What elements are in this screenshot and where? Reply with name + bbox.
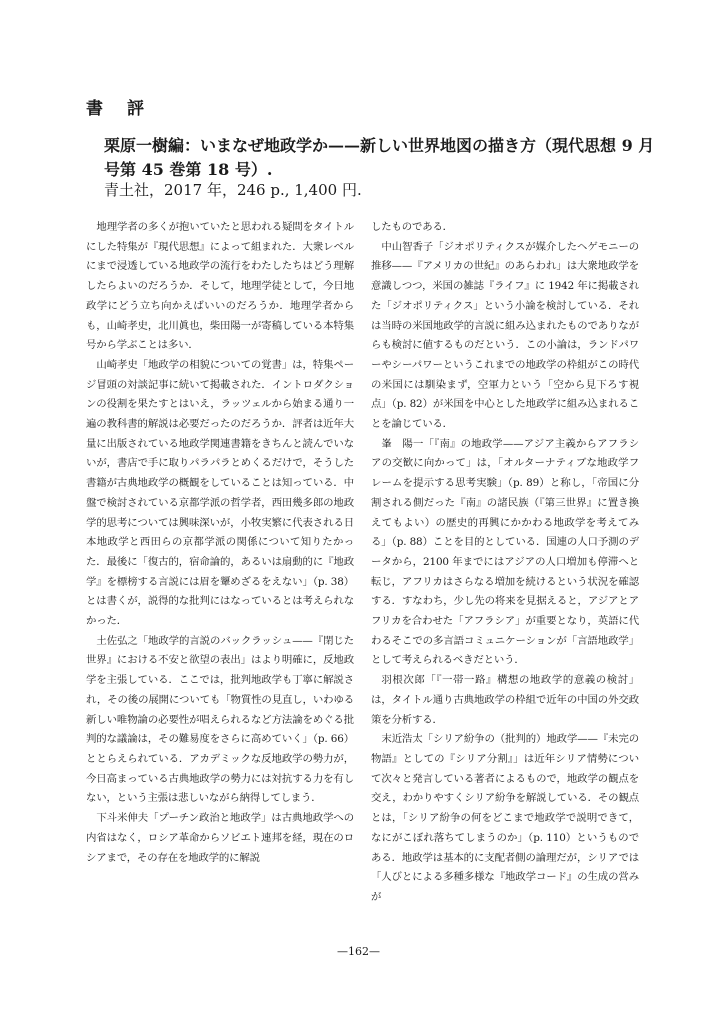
page-number: —162—	[337, 945, 380, 958]
paragraph: 土佐弘之「地政学的言説のバックラッシュ——『閉じた世界』における不安と欲望の表出」はより明確に，反地政学を主張している．ここでは，批判地政学も丁寧に解説され，その後の展開についても「物質性の見直し，いわゆる新しい唯物論の必要性が唱えられるなど方法論をめぐる批判的な議論は，その難易度をさらに高めていく」（p. 66）ととらえられている．アカデミックな反地政学の勢力が，今日高まっている古典地政学の勢力には対抗する力を有しない，という主張は悲しいながら納得してしまう．	[86, 634, 354, 805]
paragraph: 羽根次郎「『一帯一路』構想の地政学的意義の検討」は，タイトル通り古典地政学の枠組で近年の中国の外交政策を分析する．	[371, 674, 639, 726]
paragraph: 中山智香子「ジオポリティクスが媒介したヘゲモニーの推移——『アメリカの世紀』のあらわれ」は大衆地政学を意識しつつ，米国の雑誌『ライフ』に 1942 年に掲載された「ジオポリティクス」という小論を検討している．それは当時の米国地政学的言説に組み込まれたものでありながらも検討に値するものだという．この小論は，ランドパワーやシーパワーというこれまでの地政学の枠組がこの時代の米国には馴染まず，空軍力という「空から見下ろす視点」（p. 82）が米国を中心とした地政学に組み込まれることを論じている．	[371, 240, 639, 431]
paragraph: 山崎孝史「地政学の相貌についての覚書」は，特集ページ冒頭の対談記事に続いて掲載された．イントロダクションの役割を果たすとはいえ，ラッツェルから始まる通り一遍の教科書的解説は必要だったのだろうか．評者は近年大量に出版されている地政学関連書籍をきちんと読んでいないが，書店で手に取りパラパラとめくるだけで，そうした書籍が古典地政学の概観をしていることは知っている．中盤で検討されている京都学派の哲学者，西田幾多郎の地政学的思考については興味深いが，小牧実繁に代表される日本地政学と西田らの京都学派の関係について知りたかった．最後に「復古的，宿命論的，あるいは扇動的に『地政学』を標榜する言説には眉を顰めざるをえない」（p. 38）とは書くが，説得的な批判にはなっているとは考えられなかった．	[86, 358, 354, 628]
paragraph: 下斗米伸夫「プーチン政治と地政学」は古典地政学への内省はなく，ロシア革命からソビエト連邦を経，現在のロシアまで，その存在を地政学的に解説	[86, 812, 354, 864]
body-column-left	[86, 218, 354, 868]
paragraph: したものである．	[371, 221, 453, 233]
review-title: 栗原一樹編：いまなぜ地政学か——新しい世界地図の描き方（現代思想 9 月号第 45 巻第 18 号）.	[104, 136, 655, 179]
body-column-right	[371, 218, 639, 908]
paragraph: 峯 陽一「『南』の地政学——アジア主義からアフラシアの交歓に向かって」は，「オルターナティブな地政学フレームを提示する思考実験」（p. 89）と称し，「帝国に分割される側だった『南』の諸民族（『第三世界』に置き換えてもよい）の歴史的再興にかかわる地政学を考えてみる」（p. 88）ことを目的としている．国連の人口予測のデータから，2100 年までにはアジアの人口増加も停滞へと転じ，アフリカはさらなる増加を続けるという状況を確認する．すなわち，少し先の将来を見据えると，アジアとアフリカを合わせた「アフラシア」が重要となり，英語に代わるそこでの多言語コミュニケーションが「言語地政学」として考えられるべきだという．	[371, 437, 639, 667]
section-header: 書評	[86, 99, 168, 119]
paragraph: 地理学者の多くが抱いていたと思われる疑問をタイトルにした特集が『現代思想』によって組まれた．大衆レベルにまで浸透している地政学の流行をわたしたちはどう理解したらよいのだろうか．そして，地理学徒として，今日地政学にどう立ち向かえばいいのだろうか．地理学者からも，山崎孝史，北川眞也，柴田陽一が寄稿している本特集号から学ぶことは多い．	[86, 221, 354, 352]
paragraph: 末近浩太「シリア紛争の（批判的）地政学——『未完の物語』としての『シリア分割』」は近年シリア情勢について次々と発言している著者によるもので，地政学の観点を交え，わかりやすくシリア紛争を解説している．その観点とは，「シリア紛争の何をどこまで地政学で説明できて，なにがこぼれ落ちてしまうのか」（p. 110）というものである．地政学は基本的に支配者側の論理だが，シリアでは「人びとによる多種多様な『地政学コード』の生成の営みが	[371, 733, 639, 903]
publisher-info: 青土社，2017 年，246 p., 1,400 円.	[104, 181, 362, 199]
